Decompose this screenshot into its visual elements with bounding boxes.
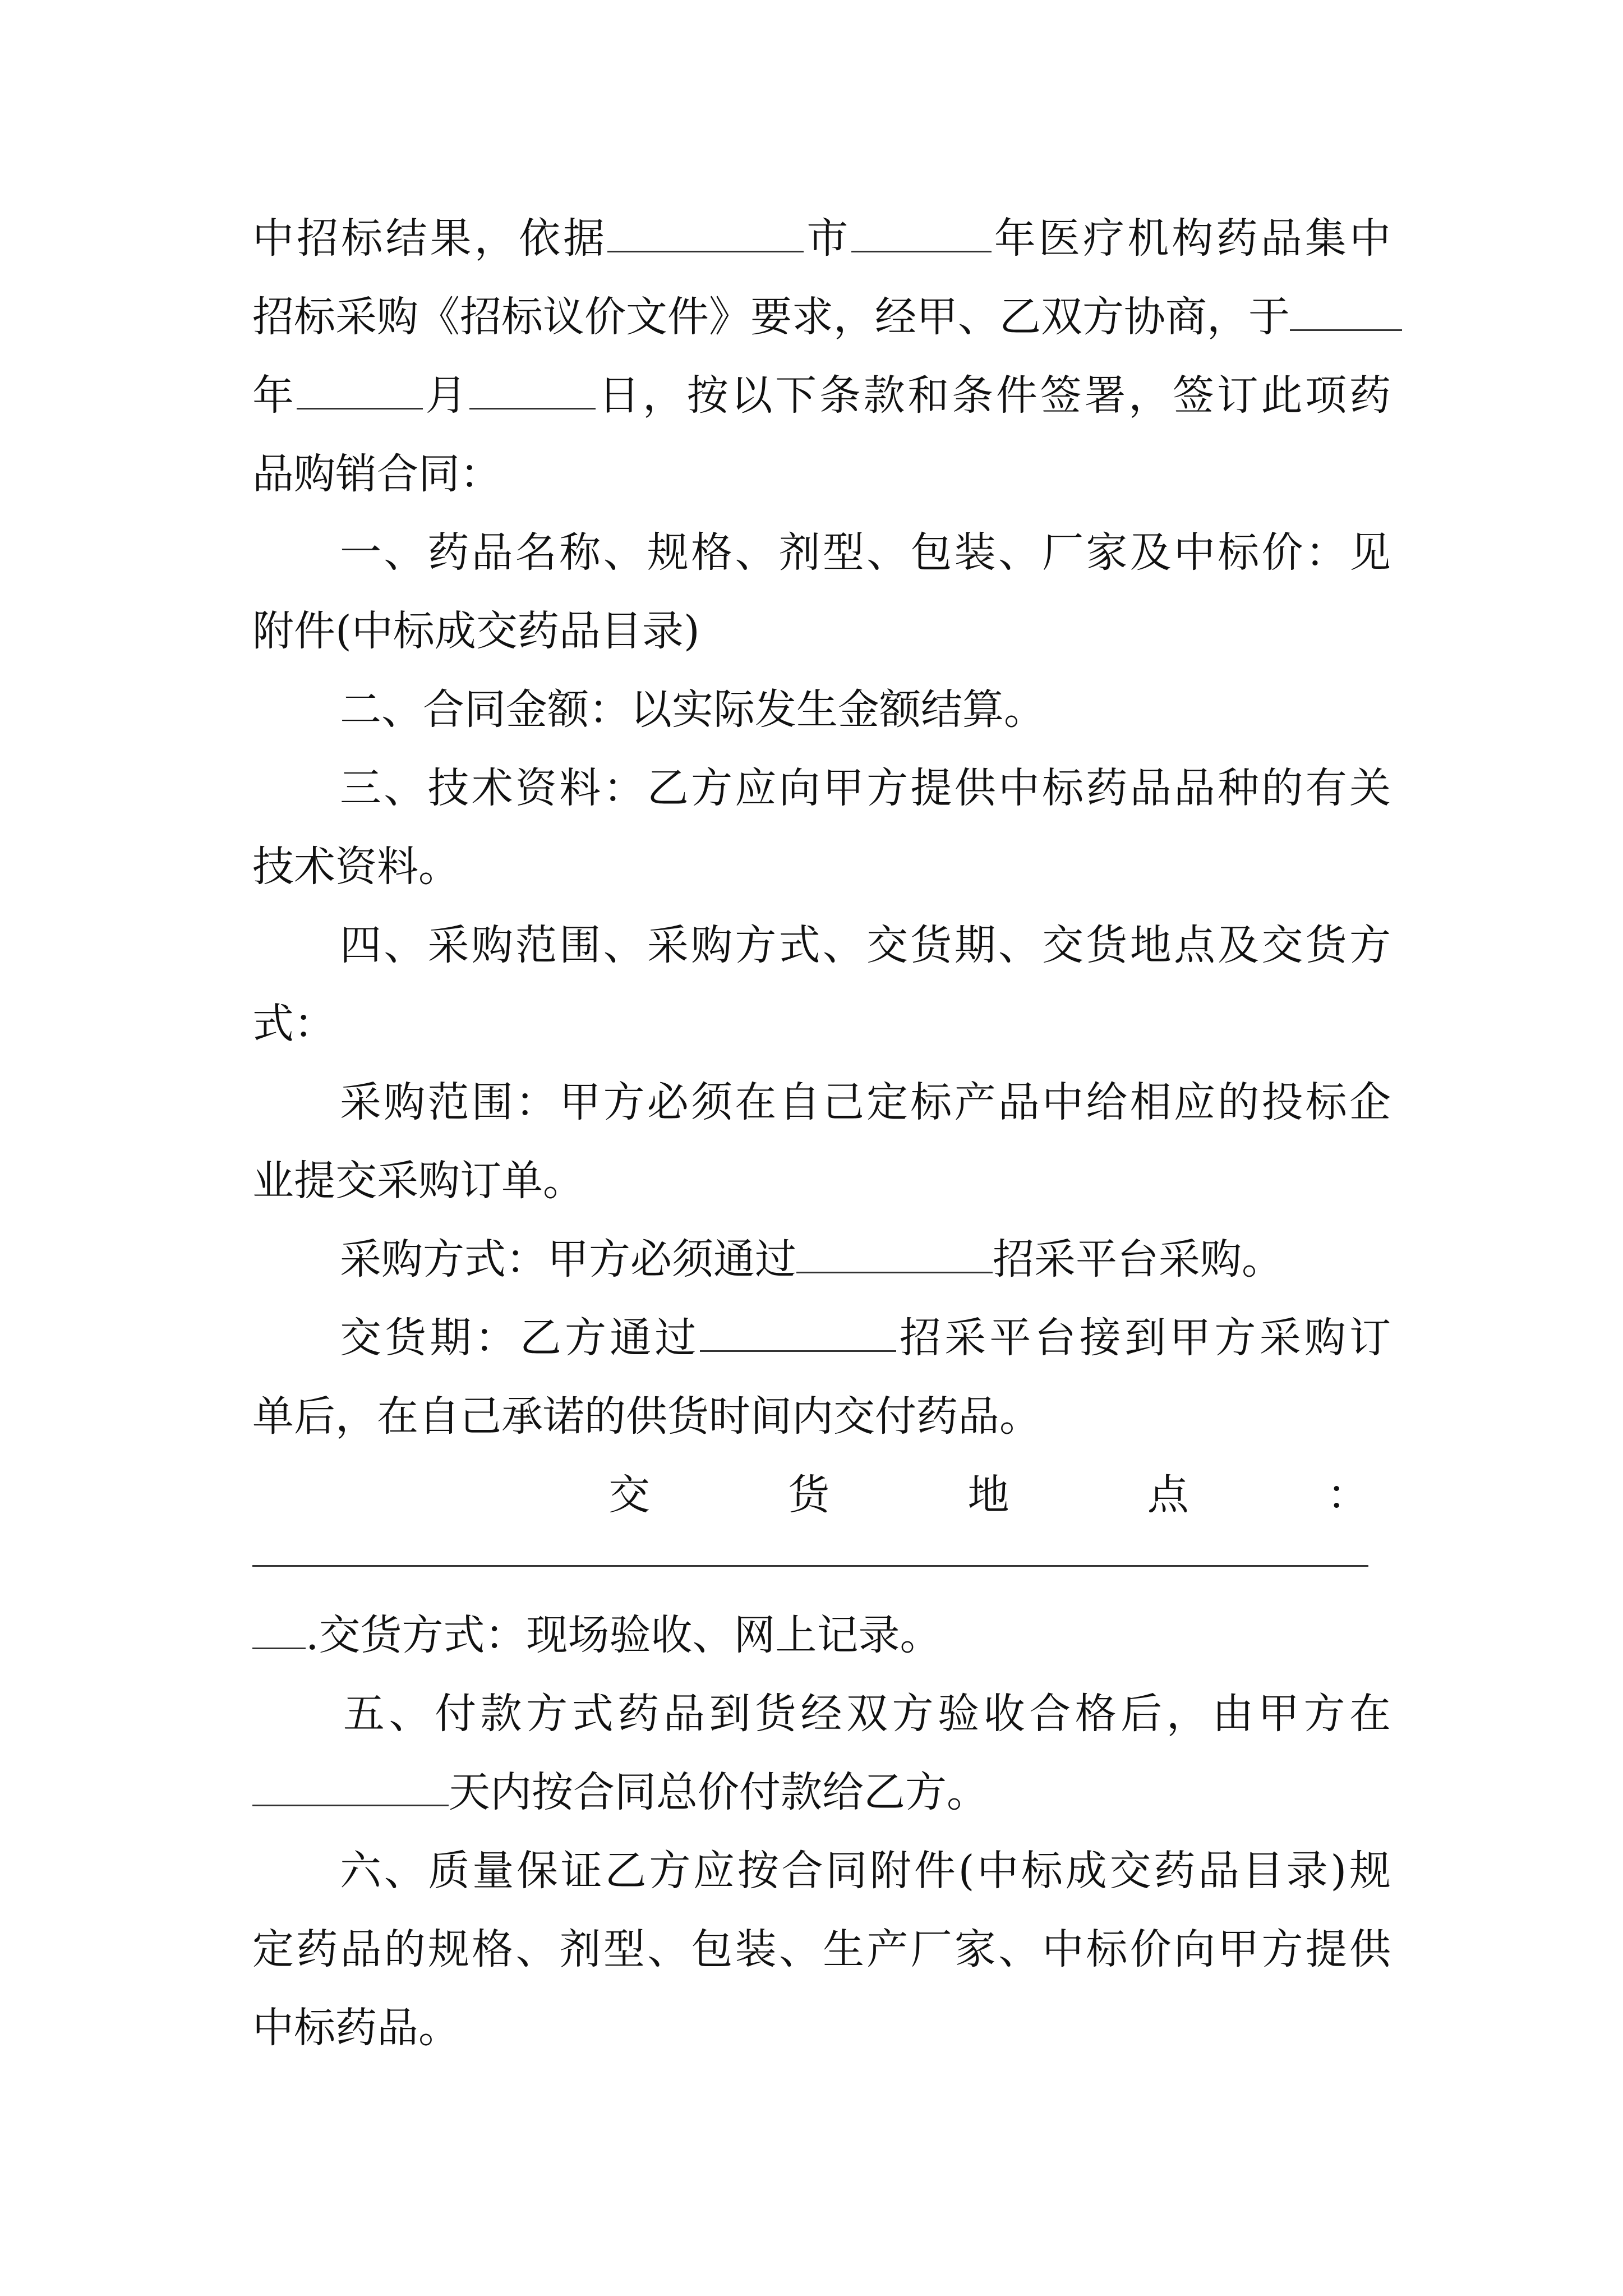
spread-char: ： [1327,1471,1368,1519]
text-segment: 年医疗机构药品集中 [991,214,1391,263]
method-line [340,1226,1391,1293]
fill-blank-short [252,1614,306,1649]
fill-blank-year [851,217,992,252]
text-segment: 市 [804,214,851,263]
fill-blank-delivery-place [252,1565,1368,1567]
fill-blank-day [469,374,596,409]
paragraph-line [252,362,1391,429]
section-3-line: 技术资料。 [252,843,460,891]
fill-blank-days [252,1771,449,1806]
text-segment: 交货期：乙方通过 [340,1314,700,1362]
text-segment: 月 [422,371,470,420]
text-segment: 招标采购《招标议价文件》要求，经甲、乙双方协商，于 [252,293,1290,341]
section-6-line: 六、质量保证乙方应按合同附件(中标成交药品目录)规 [340,1847,1391,1895]
section-4-line: 四、采购范围、采购方式、交货期、交货地点及交货方 [340,921,1391,969]
section-4-line: 式： [252,1000,335,1048]
fill-blank-city [607,217,804,252]
paragraph-line: 品购销合同： [252,450,501,498]
delivery-place-line [608,1461,1368,1529]
section-3-line: 三、技术资料：乙方应向甲方提供中标药品品种的有关 [340,764,1391,812]
text-segment: 招采平台采购。 [993,1235,1283,1283]
text-segment: .交货方式：现场验收、网上记录。 [306,1611,942,1659]
delivery-line: 单后，在自己承诺的供货时间内交付药品。 [252,1392,1041,1441]
paragraph-line [252,205,1391,272]
section-1-line: 附件(中标成交药品目录) [252,607,700,655]
scope-line: 采购范围：甲方必须在自己定标产品中给相应的投标企 [340,1078,1391,1126]
section-5-line [252,1759,1391,1826]
text-segment: 年 [252,371,297,420]
paragraph-line [252,283,1391,351]
section-5-line: 五、付款方式药品到货经双方验收合格后，由甲方在 [343,1690,1391,1738]
delivery-mode-line [252,1602,1391,1669]
fill-blank-sign-year [1290,296,1402,331]
section-6-line: 定药品的规格、剂型、包装、生产厂家、中标价向甲方提供 [252,1925,1391,1973]
text-segment: 采购方式：甲方必须通过 [340,1235,796,1283]
spread-char: 货 [788,1471,830,1519]
text-segment: 天内按合同总价付款给乙方。 [449,1768,988,1816]
spread-char: 点 [1147,1471,1189,1519]
fill-blank-platform [796,1238,993,1273]
section-2-line: 二、合同金额：以实际发生金额结算。 [340,685,1045,734]
text-segment: 日，按以下条款和条件签署，签订此项药 [596,371,1391,420]
text-segment: 中招标结果，依据 [252,214,608,263]
text-segment: 招采平台接到甲方采购订 [896,1314,1391,1362]
spread-char: 交 [608,1471,650,1519]
fill-blank-platform [700,1317,896,1352]
delivery-line [340,1304,1391,1372]
section-1-line: 一、药品名称、规格、剂型、包装、厂家及中标价：见 [340,528,1391,577]
fill-blank-month [297,374,423,409]
spread-char: 地 [967,1471,1009,1519]
scope-line: 业提交采购订单。 [252,1157,584,1205]
section-6-line: 中标药品。 [252,2004,460,2052]
